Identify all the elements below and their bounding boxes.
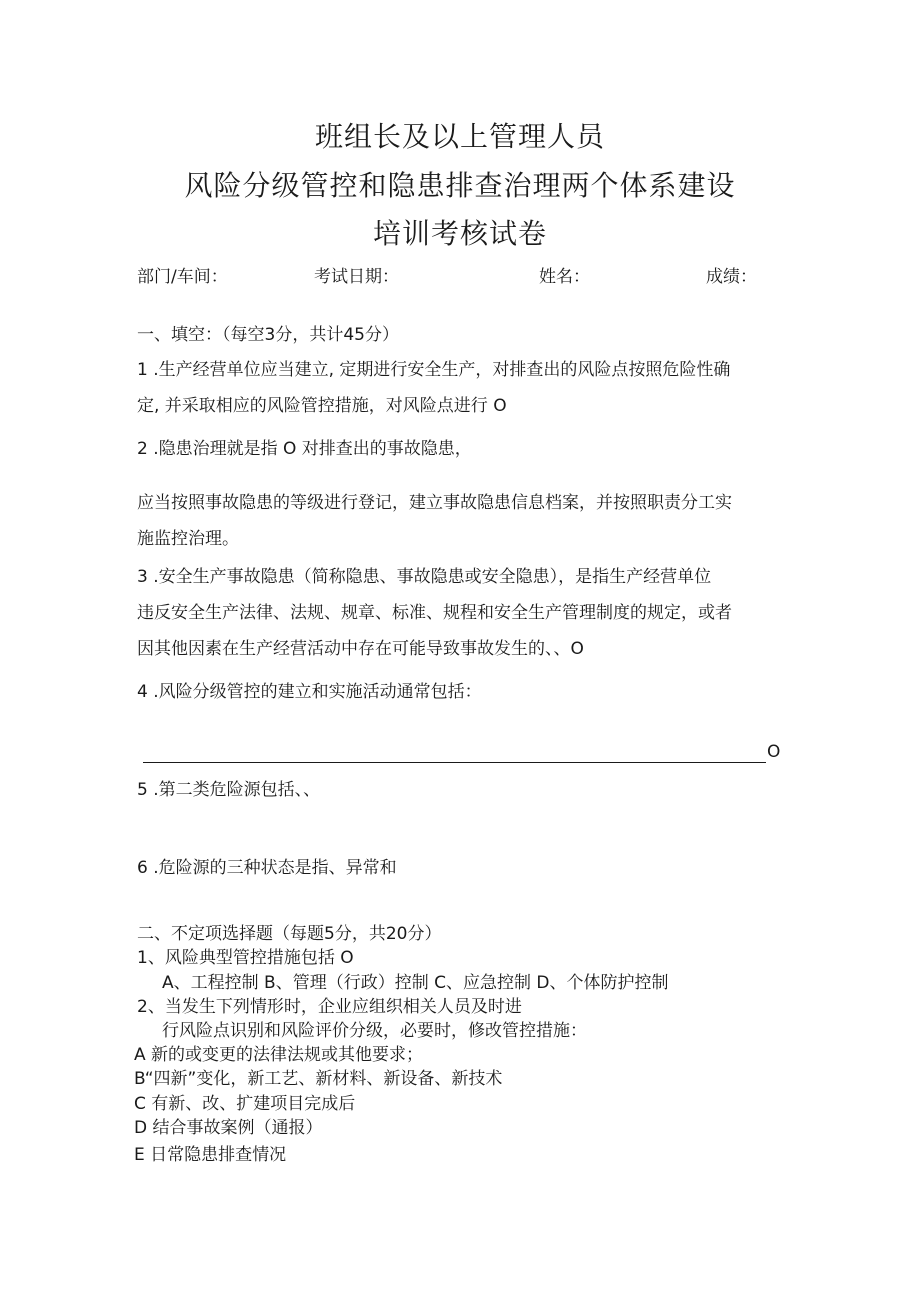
- choice-question-1-options: A、工程控制 B、管理（行政）控制 C、应急控制 D、个体防护控制: [162, 973, 669, 993]
- choice-question-2-line-1: 2、当发生下列情形时，企业应组织相关人员及时进: [137, 997, 522, 1017]
- title-line-1: 班组长及以上管理人员: [314, 120, 605, 153]
- title-line-2: 风险分级管控和隐患排查治理两个体系建设: [184, 169, 736, 202]
- question-6: 6 .危险源的三种状态是指、异常和: [137, 858, 397, 878]
- choice-option-b: B“四新”变化，新工艺、新材料、新设备、新技术: [134, 1069, 503, 1089]
- score-field-label: 成绩：: [706, 267, 757, 287]
- question-5: 5 .第二类危险源包括、、: [137, 780, 321, 800]
- choice-option-e: E 日常隐患排查情况: [134, 1145, 287, 1165]
- answer-blank-line: [143, 762, 766, 763]
- choice-question-2-line-2: 行风险点识别和风险评价分级，必要时，修改管控措施：: [162, 1021, 587, 1041]
- exam-date-field-label: 考试日期：: [314, 267, 399, 287]
- choice-question-1: 1、风险典型管控措施包括 O: [137, 948, 354, 968]
- title-line-3: 培训考核试卷: [372, 217, 547, 250]
- question-1-line-2: 定, 并采取相应的风险管控措施，对风险点进行 O: [137, 396, 507, 416]
- question-4-end-mark: O: [767, 742, 781, 762]
- section2-heading: 二、不定项选择题（每题5分，共20分）: [137, 924, 442, 944]
- choice-option-d: D 结合事故案例（通报）: [134, 1118, 323, 1138]
- question-1-line-1: 1 .生产经营单位应当建立, 定期进行安全生产，对排查出的风险点按照危险性确: [137, 360, 731, 380]
- question-2-line-3: 施监控治理。: [137, 529, 239, 549]
- name-field-label: 姓名：: [539, 267, 590, 287]
- question-3-line-3: 因其他因素在生产经营活动中存在可能导致事故发生的、、O: [137, 639, 584, 659]
- choice-option-a: A 新的或变更的法律法规或其他要求；: [134, 1045, 424, 1065]
- section1-heading: 一、填空：（每空3分，共计45分）: [137, 325, 399, 345]
- question-3-line-2: 违反安全生产法律、法规、规章、标准、规程和安全生产管理制度的规定，或者: [137, 603, 732, 623]
- question-2-line-2: 应当按照事故隐患的等级进行登记，建立事故隐患信息档案，并按照职责分工实: [137, 493, 732, 513]
- choice-option-c: C 有新、改、扩建项目完成后: [134, 1094, 356, 1114]
- question-2-line-1: 2 .隐患治理就是指 O 对排查出的事故隐患，: [137, 439, 472, 459]
- question-4-line-1: 4 .风险分级管控的建立和实施活动通常包括：: [137, 682, 482, 702]
- department-field-label: 部门/车间：: [137, 267, 228, 287]
- question-3-line-1: 3 .安全生产事故隐患（简称隐患、事故隐患或安全隐患），是指生产经营单位: [137, 567, 712, 587]
